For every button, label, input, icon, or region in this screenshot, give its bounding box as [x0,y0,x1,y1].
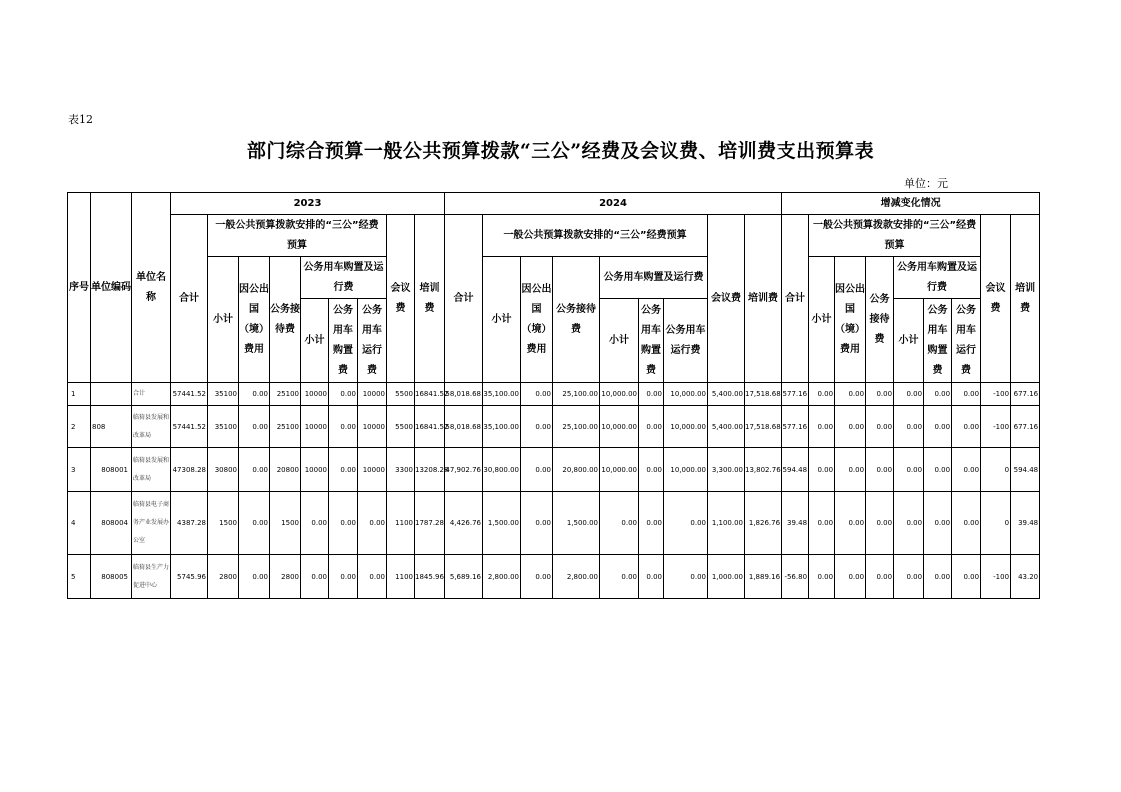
header-veh-running-change: 公务用车运行费 [952,299,981,383]
cell: 58,018.68 [445,383,483,406]
cell: 594.48 [1011,448,1040,492]
cell: 0.00 [639,406,664,448]
header-training-2023: 培训费 [415,215,445,383]
header-abroad-change: 因公出国（境）费用 [835,257,866,383]
cell: 10000 [301,448,329,492]
header-veh-subtotal-change: 小计 [894,299,924,383]
cell: 0.00 [835,406,866,448]
cell: 0.00 [239,492,270,555]
cell: 577.16 [782,383,809,406]
cell: 0.00 [809,406,835,448]
header-total-2023: 合计 [171,215,208,383]
sangong-line2: 预算 [287,239,307,251]
cell: 0.00 [239,448,270,492]
cell: 0.00 [952,492,981,555]
row-code: 808 [91,406,132,448]
cell: 0.00 [664,555,708,599]
row-code: 808005 [91,555,132,599]
header-veh-purchase-2024: 公务用车购置费 [639,299,664,383]
header-abroad-2023: 因公出国（境）费用 [239,257,270,383]
cell: 10000 [358,448,387,492]
header-veh-running-2023: 公务用车运行费 [358,299,387,383]
cell: 0.00 [809,492,835,555]
header-total-2024: 合计 [445,215,483,383]
header-veh-subtotal-2024: 小计 [600,299,639,383]
row-name: 临猗县发展和改革局 [132,406,171,448]
cell: 0.00 [866,492,894,555]
cell: 0.00 [809,555,835,599]
cell: 30,800.00 [483,448,521,492]
cell: 0.00 [894,448,924,492]
header-subtotal-change: 小计 [809,257,835,383]
cell: 0.00 [521,555,553,599]
cell: 0.00 [600,555,639,599]
cell: 16841.52 [415,383,445,406]
cell: 25100 [270,383,301,406]
cell: 1,889.16 [745,555,782,599]
row-code: 808001 [91,448,132,492]
cell: 10000 [301,383,329,406]
cell: -56.80 [782,555,809,599]
cell: 58,018.68 [445,406,483,448]
cell: 2800 [270,555,301,599]
cell: 0.00 [809,383,835,406]
cell: 0.00 [894,406,924,448]
row-seq: 2 [68,406,91,448]
cell: 0.00 [952,555,981,599]
cell: 0.00 [600,492,639,555]
cell: 0.00 [301,555,329,599]
cell: 0.00 [521,383,553,406]
document-title: 部门综合预算一般公共预算拨款“三公”经费及会议费、培训费支出预算表 [246,140,875,162]
row-seq: 5 [68,555,91,599]
cell: 39.48 [1011,492,1040,555]
cell: 30800 [208,448,239,492]
cell: 1,100.00 [708,492,745,555]
cell: 0.00 [358,555,387,599]
header-reception-change: 公务接待费 [866,257,894,383]
cell: 10000 [358,383,387,406]
cell: 677.16 [1011,383,1040,406]
cell: 0.00 [924,383,952,406]
cell: 0.00 [639,555,664,599]
cell: 0.00 [329,448,358,492]
cell: 47,902.76 [445,448,483,492]
cell: 10,000.00 [664,383,708,406]
cell: 10,000.00 [664,448,708,492]
row-code [91,383,132,406]
cell: 35100 [208,406,239,448]
unit-label: 单位：元 [904,177,948,190]
budget-table [67,192,1040,599]
cell: 677.16 [1011,406,1040,448]
row-code: 808004 [91,492,132,555]
cell: 0.00 [329,492,358,555]
cell: 2,800.00 [483,555,521,599]
header-meeting-2023: 会议费 [387,215,415,383]
cell: 0.00 [924,448,952,492]
cell: 0.00 [329,383,358,406]
cell: 1,000.00 [708,555,745,599]
row-seq: 1 [68,383,91,406]
row-name: 临猗县生产力促进中心 [132,555,171,599]
table-row [68,555,1040,599]
header-sangong-change [809,215,981,257]
cell: 0.00 [894,383,924,406]
cell: 0.00 [894,555,924,599]
cell: 25,100.00 [553,406,600,448]
header-year-2023: 2023 [171,193,445,215]
cell: -100 [981,383,1011,406]
cell: 10000 [358,406,387,448]
cell: 25100 [270,406,301,448]
cell: 0.00 [924,492,952,555]
cell: 5500 [387,383,415,406]
cell: 0.00 [639,492,664,555]
cell: 3,300.00 [708,448,745,492]
cell: 0.00 [924,555,952,599]
row-name: 合计 [132,383,171,406]
cell: 57441.52 [171,406,208,448]
row-name: 临猗县发展和改革局 [132,448,171,492]
cell: 10,000.00 [600,448,639,492]
header-seq: 序号 [68,193,91,383]
cell: -100 [981,555,1011,599]
sangong-line1: 一般公共预算拨款安排的“三公”经费 [812,219,977,231]
cell: 1845.96 [415,555,445,599]
header-meeting-2024: 会议费 [708,215,745,383]
header-training-change: 培训费 [1011,215,1040,383]
header-vehicle-2023: 公务用车购置及运行费 [301,257,387,299]
cell: 25,100.00 [553,383,600,406]
cell: 0.00 [952,448,981,492]
cell: 35100 [208,383,239,406]
header-vehicle-2024: 公务用车购置及运行费 [600,257,708,299]
cell: 10000 [301,406,329,448]
cell: 13,802.76 [745,448,782,492]
header-unit-name: 单位名称 [132,193,171,383]
cell: 1100 [387,555,415,599]
cell: 0.00 [521,406,553,448]
cell: 1,500.00 [483,492,521,555]
cell: 0.00 [239,555,270,599]
cell: 1,500.00 [553,492,600,555]
cell: 0.00 [239,406,270,448]
cell: 594.48 [782,448,809,492]
header-sangong-2023 [208,215,387,257]
cell: 5500 [387,406,415,448]
table-row [68,492,1040,555]
cell: 0.00 [358,492,387,555]
cell: 0.00 [664,492,708,555]
cell: 0.00 [866,406,894,448]
cell: 1500 [270,492,301,555]
row-name: 临猗县电子商务产业发展办公室 [132,492,171,555]
cell: 1787.28 [415,492,445,555]
cell: 5,400.00 [708,406,745,448]
cell: 0.00 [835,448,866,492]
cell: 2,800.00 [553,555,600,599]
header-sangong-2024: 一般公共预算拨款安排的“三公”经费预算 [483,215,708,257]
sangong-line2: 预算 [884,239,905,251]
cell: 10,000.00 [600,406,639,448]
cell: 0.00 [301,492,329,555]
row-seq: 3 [68,448,91,492]
header-veh-purchase-change: 公务用车购置费 [924,299,952,383]
table-row [68,383,1040,406]
cell: 5,400.00 [708,383,745,406]
cell: 0.00 [639,448,664,492]
cell: 0.00 [809,448,835,492]
sangong-line1: 一般公共预算拨款安排的“三公”经费 [215,219,379,231]
cell: 0.00 [329,555,358,599]
header-vehicle-change: 公务用车购置及运行费 [894,257,981,299]
cell: 0.00 [866,555,894,599]
cell: 0.00 [639,383,664,406]
cell: 0 [981,492,1011,555]
header-reception-2023: 公务接待费 [270,257,301,383]
cell: 577.16 [782,406,809,448]
header-veh-running-2024: 公务用车运行费 [664,299,708,383]
cell: 17,518.68 [745,406,782,448]
cell: 5745.96 [171,555,208,599]
cell: 0.00 [952,383,981,406]
cell: 10,000.00 [600,383,639,406]
header-subtotal-2023: 小计 [208,257,239,383]
cell: 1,826.76 [745,492,782,555]
header-total-change: 合计 [782,215,809,383]
cell: 17,518.68 [745,383,782,406]
header-year-2024: 2024 [445,193,782,215]
cell: 0.00 [952,406,981,448]
table-row [68,448,1040,492]
cell: 20800 [270,448,301,492]
header-training-2024: 培训费 [745,215,782,383]
header-reception-2024: 公务接待费 [553,257,600,383]
cell: 3300 [387,448,415,492]
cell: 0.00 [894,492,924,555]
cell: 0.00 [866,383,894,406]
header-subtotal-2024: 小计 [483,257,521,383]
cell: 0.00 [329,406,358,448]
cell: 0.00 [866,448,894,492]
cell: 4387.28 [171,492,208,555]
header-abroad-2024: 因公出国（境）费用 [521,257,553,383]
cell: 16841.52 [415,406,445,448]
cell: 5,689.16 [445,555,483,599]
header-veh-subtotal-2023: 小计 [301,299,329,383]
cell: 2800 [208,555,239,599]
cell: 35,100.00 [483,383,521,406]
cell: 4,426.76 [445,492,483,555]
cell: 0.00 [924,406,952,448]
row-seq: 4 [68,492,91,555]
cell: 0.00 [835,492,866,555]
cell: 13208.28 [415,448,445,492]
cell: 20,800.00 [553,448,600,492]
cell: 0 [981,448,1011,492]
cell: 39.48 [782,492,809,555]
cell: 0.00 [835,555,866,599]
cell: 0.00 [835,383,866,406]
cell: 1100 [387,492,415,555]
cell: 0.00 [239,383,270,406]
table-row [68,406,1040,448]
header-change: 增减变化情况 [782,193,1040,215]
cell: 0.00 [521,448,553,492]
header-unit-code: 单位编码 [91,193,132,383]
header-veh-purchase-2023: 公务用车购置费 [329,299,358,383]
cell: -100 [981,406,1011,448]
cell: 43.20 [1011,555,1040,599]
header-meeting-change: 会议费 [981,215,1011,383]
cell: 57441.52 [171,383,208,406]
cell: 47308.28 [171,448,208,492]
cell: 10,000.00 [664,406,708,448]
cell: 0.00 [521,492,553,555]
table-number: 表12 [68,113,93,126]
cell: 1500 [208,492,239,555]
cell: 35,100.00 [483,406,521,448]
